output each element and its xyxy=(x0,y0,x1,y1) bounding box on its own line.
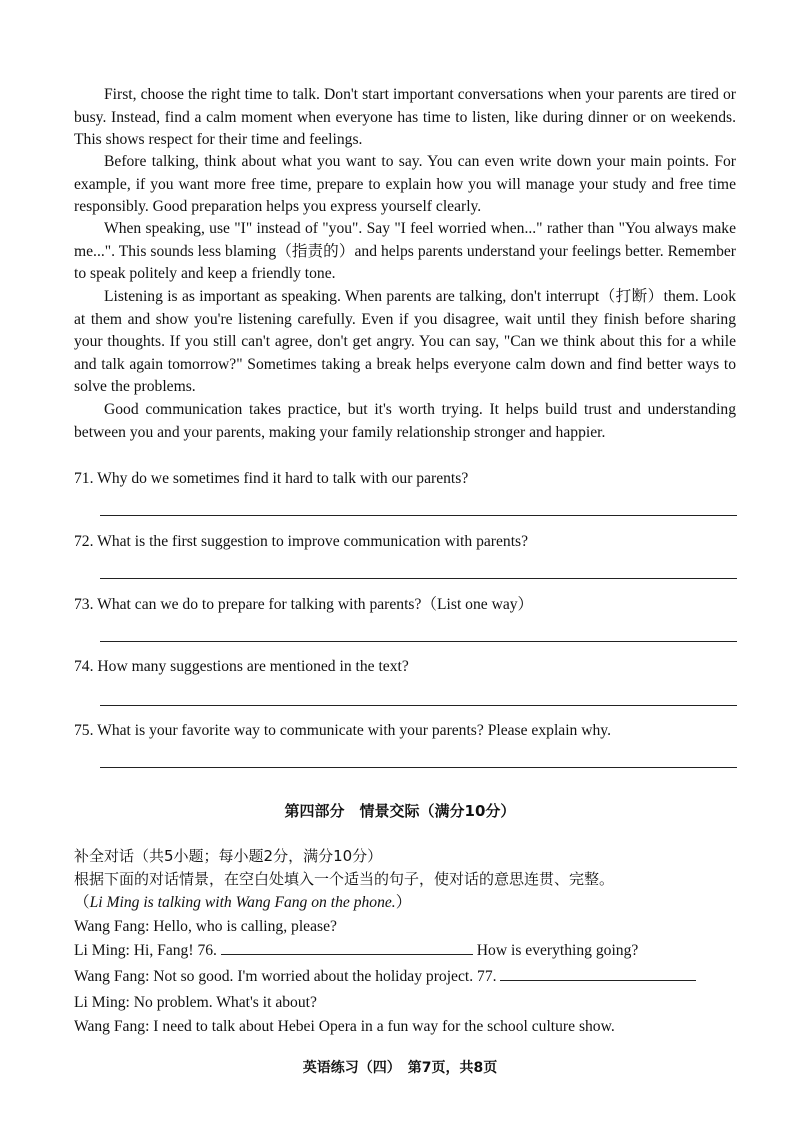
dialogue-line-3-start: Wang Fang: Not so good. I'm worried about the holiday project. 77. xyxy=(74,968,497,985)
dialogue-line-2 xyxy=(74,940,744,962)
dialogue-line-2-end: How is everything going? xyxy=(476,942,639,959)
section-title: 第四部分 情景交际（满分10分） xyxy=(284,802,516,820)
section-instruction: 根据下面的对话情景，在空白处填入一个适当的句子，使对话的意思连贯、完整。 xyxy=(74,870,615,888)
scene-description: Li Ming is talking with Wang Fang on the phone. xyxy=(89,894,396,911)
answer-line-71[interactable] xyxy=(100,515,737,516)
dialogue-scene xyxy=(74,892,744,914)
blank-76[interactable] xyxy=(221,940,473,955)
scene-open-paren: （ xyxy=(74,894,90,911)
question-75: 75. What is your favorite way to communicate with your parents? Please explain why. xyxy=(74,722,611,739)
dialogue-line-1: Wang Fang: Hello, who is calling, please? xyxy=(74,918,337,935)
dialogue-line-3 xyxy=(74,966,744,988)
section-subtitle: 补全对话（共5小题；每小题2分，满分10分） xyxy=(74,847,383,865)
answer-line-72[interactable] xyxy=(100,578,737,579)
dialogue-line-4: Li Ming: No problem. What's it about? xyxy=(74,994,317,1011)
passage-paragraph-4: Listening is as important as speaking. When parents are talking, don't interrupt（打断）them. Look at them and show you're listening carefully. Even if you disagree, wait until they finish before sharing your thoughts. If you still can't agree, don't get angry. You can say, "Can we think about this for a while and talk again tomorrow?" Sometimes taking a break helps everyone calm down and find better ways to solve the problems. xyxy=(74,288,736,395)
page-footer: 英语练习（四） 第7页，共8页 xyxy=(302,1060,498,1076)
scene-close-paren: ） xyxy=(395,894,412,911)
passage-paragraph-3: When speaking, use "I" instead of "you". Say "I feel worried when..." rather than "You always make me...". This sounds less blaming（指责的）and helps parents understand your feelings better. Remember to speak politely and keep a friendly tone. xyxy=(74,220,736,282)
passage-paragraph-2: Before talking, think about what you want to say. You can even write down your main points. For example, if you want more free time, prepare to explain how you will manage your study and free time responsibly. Good preparation helps you express yourself clearly. xyxy=(74,153,736,215)
passage-paragraph-1: First, choose the right time to talk. Don't start important conversations when your parents are tired or busy. Instead, find a calm moment when everyone has time to listen, like during dinner or on weekends. This shows respect for their time and feelings. xyxy=(74,86,736,148)
question-74: 74. How many suggestions are mentioned in the text? xyxy=(74,658,409,675)
question-72: 72. What is the first suggestion to improve communication with parents? xyxy=(74,533,529,550)
dialogue-line-2-start: Li Ming: Hi, Fang! 76. xyxy=(74,942,217,959)
dialogue-line-5: Wang Fang: I need to talk about Hebei Opera in a fun way for the school culture show. xyxy=(74,1018,615,1035)
answer-line-74[interactable] xyxy=(100,705,737,706)
question-71: 71. Why do we sometimes find it hard to talk with our parents? xyxy=(74,470,469,487)
answer-line-73[interactable] xyxy=(100,641,737,642)
passage-paragraph-5: Good communication takes practice, but it's worth trying. It helps build trust and understanding between you and your parents, making your family relationship stronger and happier. xyxy=(74,401,736,441)
question-73: 73. What can we do to prepare for talking with parents?（List one way） xyxy=(74,596,534,613)
blank-77[interactable] xyxy=(500,966,696,981)
answer-line-75[interactable] xyxy=(100,767,737,768)
